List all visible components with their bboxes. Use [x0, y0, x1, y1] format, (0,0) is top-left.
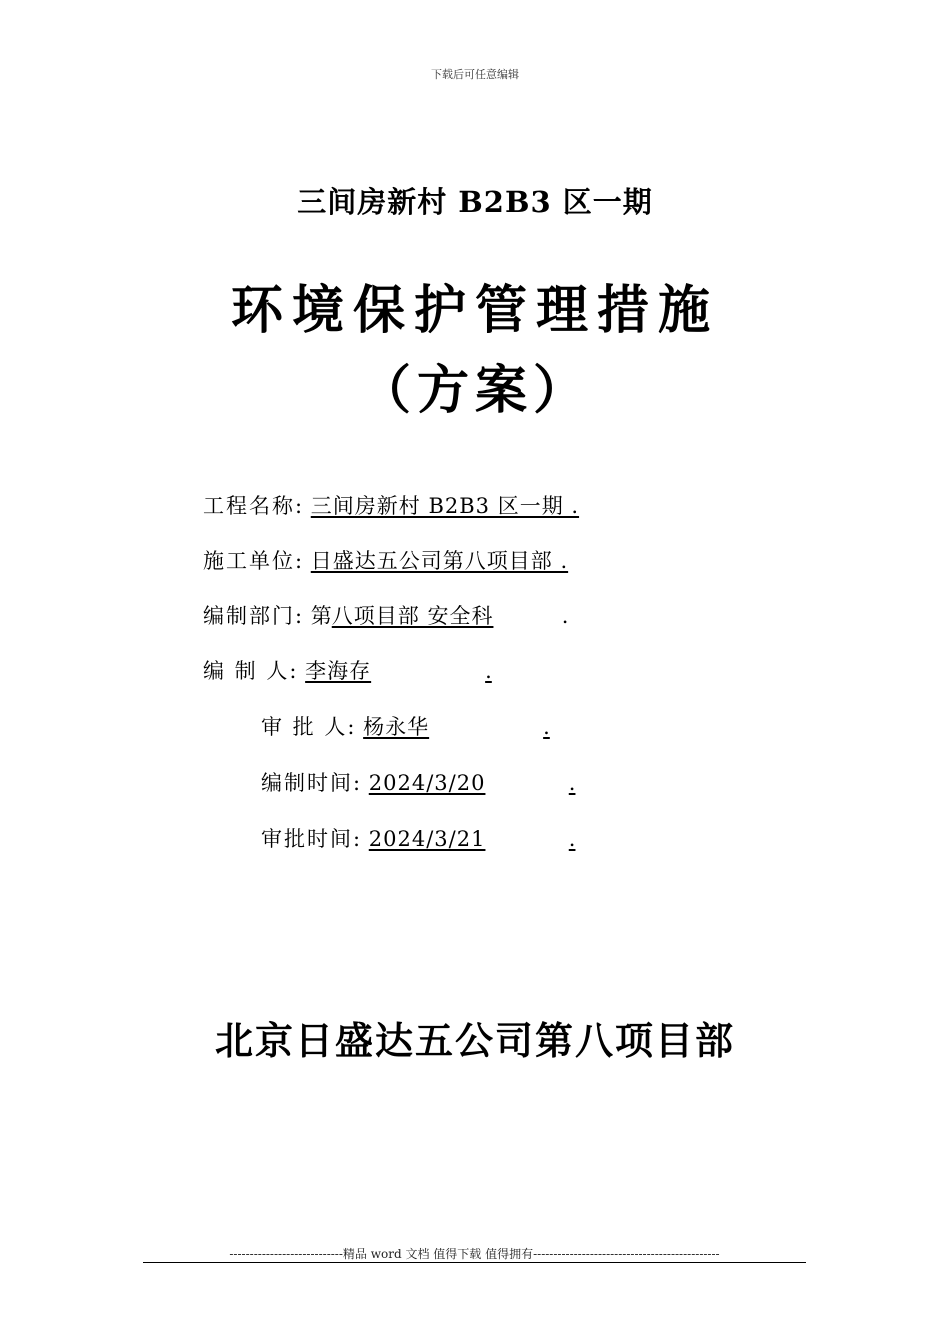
project-name-value: 三间房新村 B2B3 区一期 . — [310, 494, 580, 518]
construction-unit-row — [203, 547, 568, 575]
approver-row — [261, 713, 550, 741]
department-value: 八项目部 安全科 — [331, 604, 494, 628]
document-subtitle: 三间房新村 B2B3 区一期 — [297, 185, 653, 219]
document-title: 环境保护管理措施 — [230, 280, 719, 341]
compile-date-value: 2024/3/20 — [368, 771, 486, 795]
compile-date-label: 编制时间: — [261, 771, 363, 795]
header-note: 下载后可任意编辑 — [431, 68, 519, 81]
company-name: 北京日盛达五公司第八项目部 — [214, 1018, 735, 1063]
author-row — [203, 657, 492, 685]
author-label: 编 制 人: — [203, 659, 299, 683]
department-row — [203, 602, 568, 630]
footer-divider — [143, 1262, 806, 1263]
approver-label: 审 批 人: — [261, 715, 357, 739]
department-prefix: 第 — [310, 604, 332, 628]
project-name-label: 工程名称: — [203, 494, 305, 518]
construction-unit-value: 日盛达五公司第八项目部 . — [310, 549, 569, 573]
department-tail: . — [561, 604, 569, 628]
footer-note: ----------------------------精品 word 文档 值得下载 值得拥有---------------------------------------------- — [229, 1247, 720, 1261]
approve-date-label: 审批时间: — [261, 827, 363, 851]
construction-unit-label: 施工单位: — [203, 549, 305, 573]
compile-date-row — [261, 769, 575, 797]
document-title-sub: （方案） — [358, 360, 591, 421]
compile-date-tail: . — [568, 771, 576, 795]
project-name-row — [203, 492, 579, 520]
department-label: 编制部门: — [203, 604, 305, 628]
approve-date-row — [261, 825, 575, 853]
approver-value: 杨永华 — [363, 715, 430, 739]
approve-date-value: 2024/3/21 — [368, 827, 486, 851]
author-tail: . — [485, 659, 492, 683]
author-value: 李海存 — [305, 659, 372, 683]
approve-date-tail: . — [568, 827, 576, 851]
approver-tail: . — [543, 715, 550, 739]
